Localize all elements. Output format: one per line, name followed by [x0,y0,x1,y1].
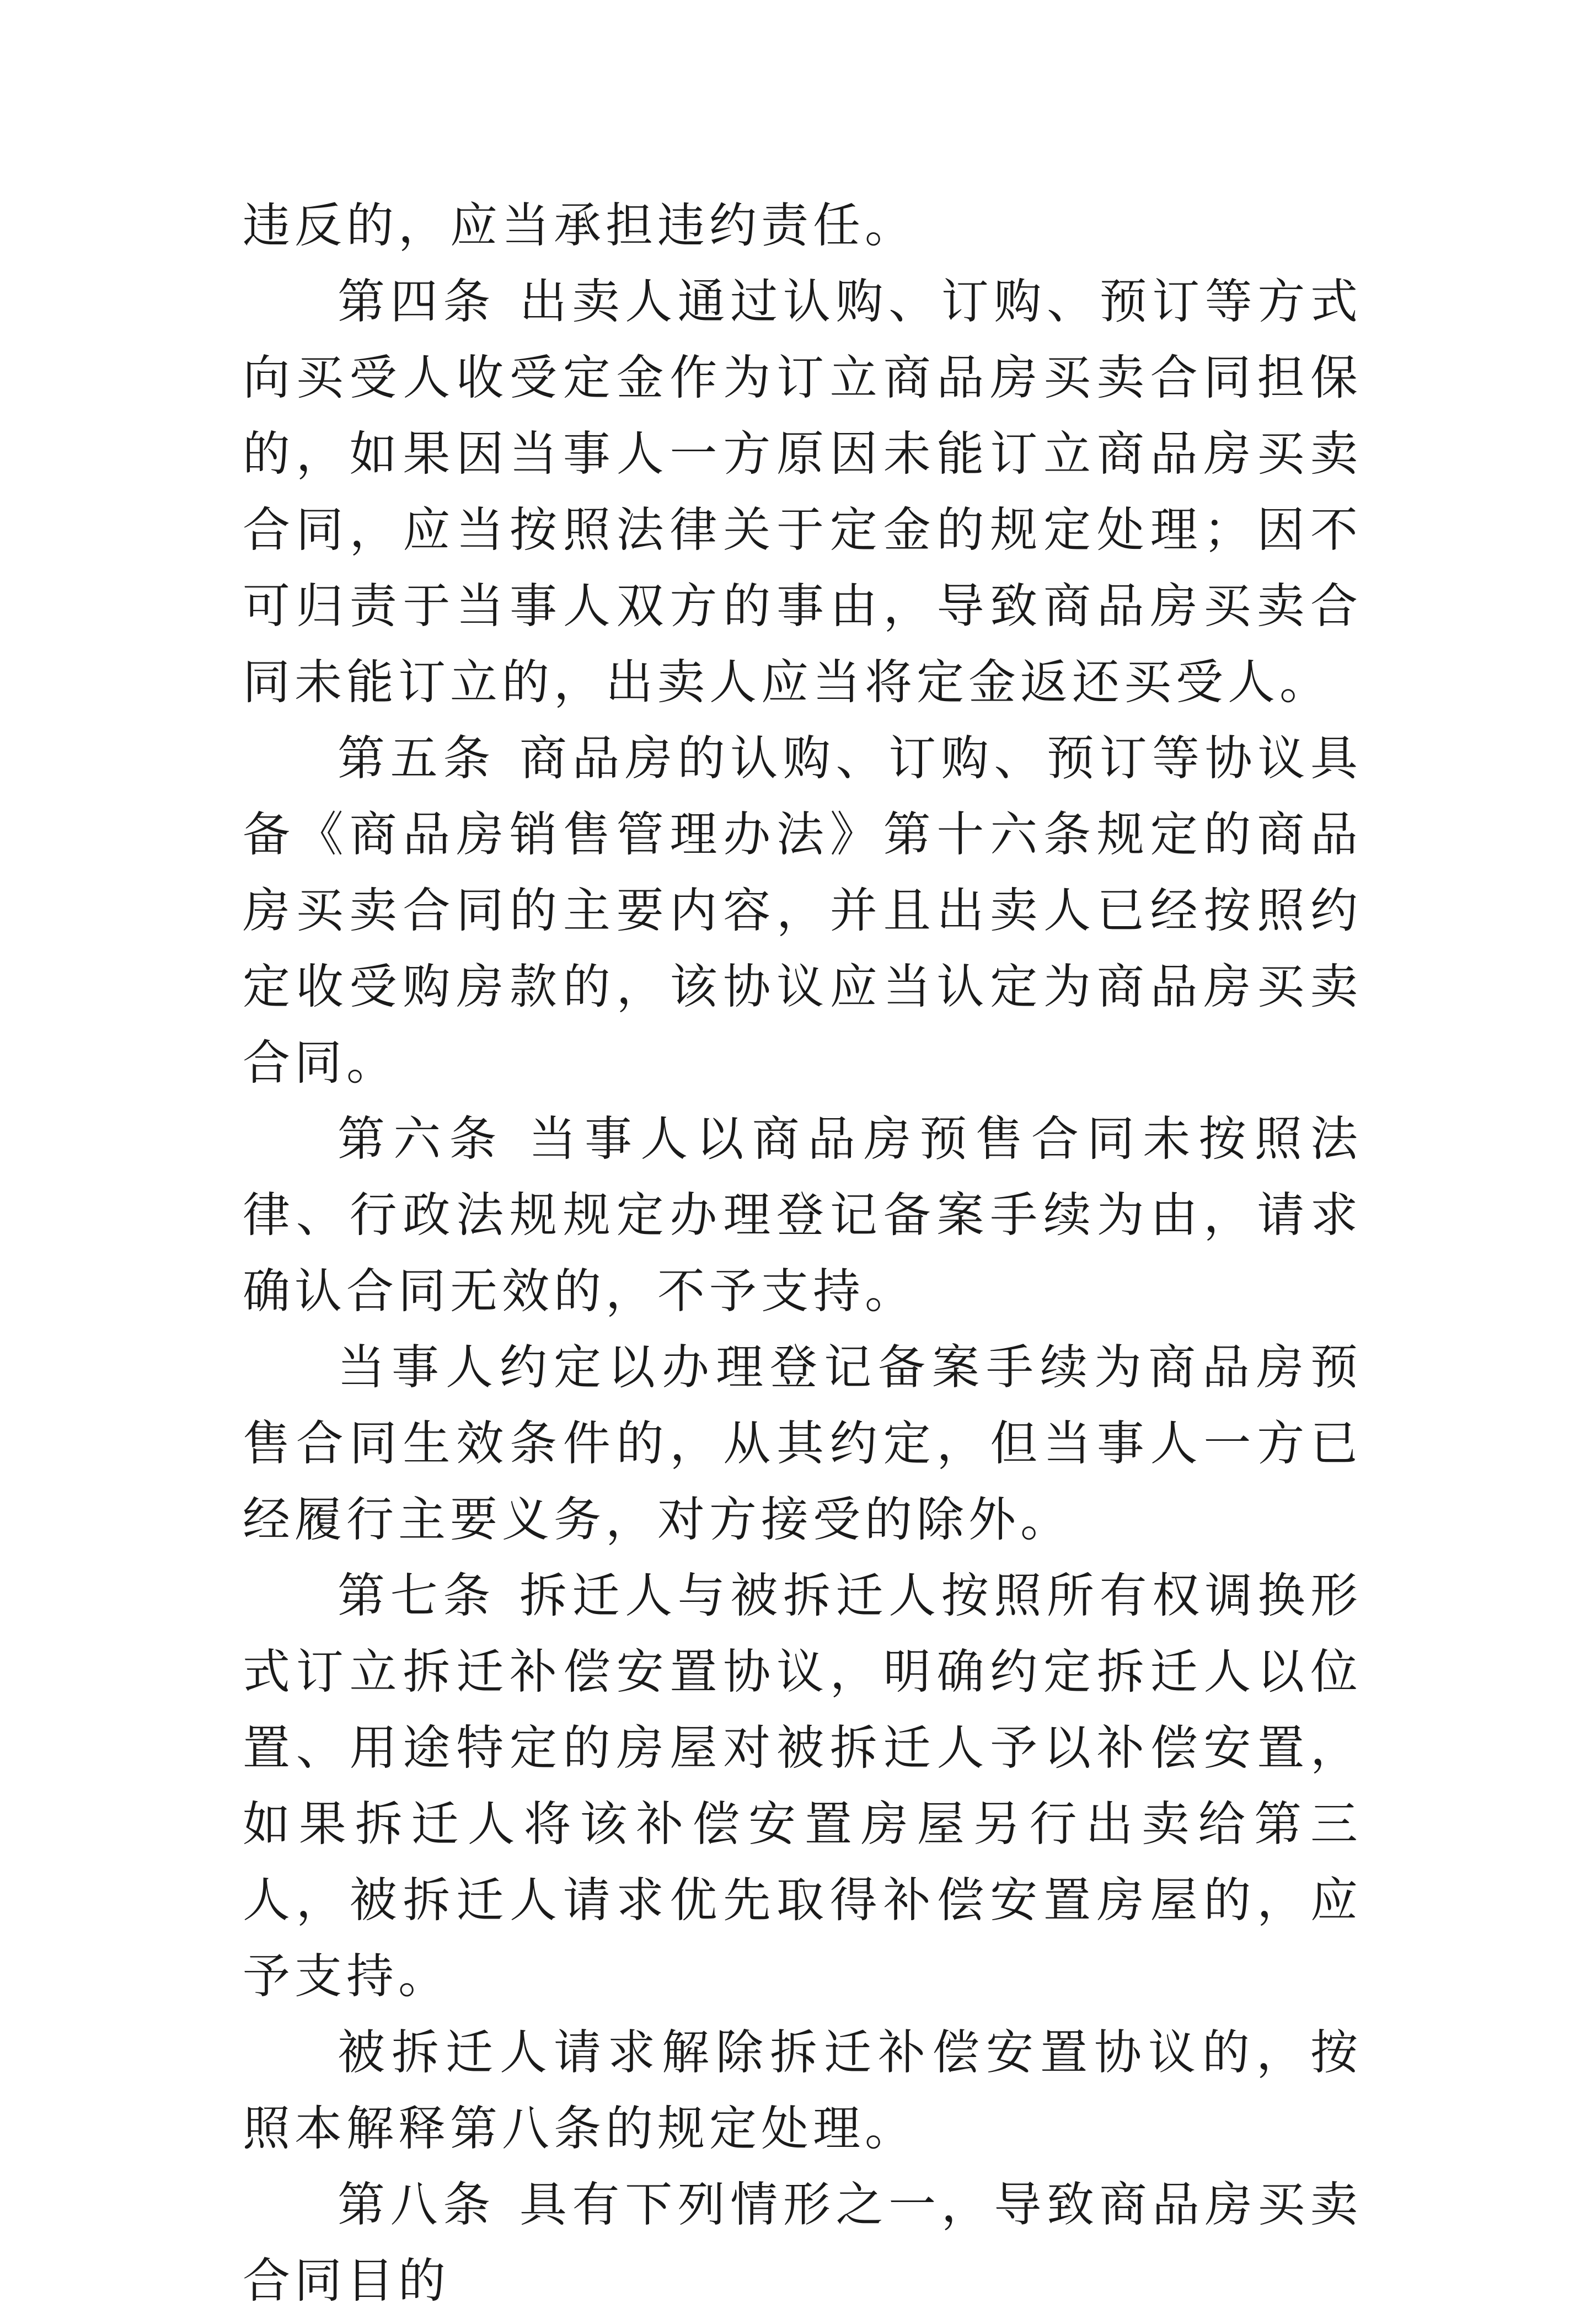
article-heading: 第七条 [338,1568,496,1623]
paragraph-text: 违反的，应当承担违约责任。 [243,198,917,253]
paragraph-text: 被拆迁人请求解除拆迁补偿安置协议的，按照本解释第八条的规定处理。 [243,2025,1362,2156]
paragraph-text: 具有下列情形之一，导致商品房买卖合同目的 [243,2177,1363,2309]
article-6-paragraph-2 [243,1329,1362,1558]
article-6 [243,1101,1362,1329]
article-7 [243,1558,1362,2015]
article-8 [243,2167,1362,2319]
article-heading: 第五条 [338,731,496,786]
article-heading: 第六条 [338,1112,505,1167]
article-7-paragraph-2 [243,2015,1362,2167]
article-heading: 第八条 [338,2177,496,2232]
paragraph-text: 当事人以商品房预售合同未按照法律、行政法规规定办理登记备案手续为由，请求确认合同无效的，不予支持。 [243,1112,1363,1319]
paragraph-text: 出卖人通过认购、订购、预订等方式向买受人收受定金作为订立商品房买卖合同担保的，如果因当事人一方原因未能订立商品房买卖合同，应当按照法律关于定金的规定处理；因不可归责于当事人双方的事由，导致商品房买卖合同未能订立的，出卖人应当将定金返还买受人。 [243,274,1363,710]
document-body [243,188,1362,2319]
paragraph-continuation [243,188,1362,264]
paragraph-text: 拆迁人与被拆迁人按照所有权调换形式订立拆迁补偿安置协议，明确约定拆迁人以位置、用途特定的房屋对被拆迁人予以补偿安置，如果拆迁人将该补偿安置房屋另行出卖给第三人，被拆迁人请求优先取得补偿安置房屋的，应予支持。 [243,1568,1363,2004]
article-5 [243,720,1362,1101]
article-4 [243,264,1362,720]
paragraph-text: 当事人约定以办理登记备案手续为商品房预售合同生效条件的，从其约定，但当事人一方已经履行主要义务，对方接受的除外。 [243,1340,1362,1547]
article-heading: 第四条 [338,274,496,329]
paragraph-text: 商品房的认购、订购、预订等协议具备《商品房销售管理办法》第十六条规定的商品房买卖合同的主要内容，并且出卖人已经按照约定收受购房款的，该协议应当认定为商品房买卖合同。 [243,731,1363,1091]
